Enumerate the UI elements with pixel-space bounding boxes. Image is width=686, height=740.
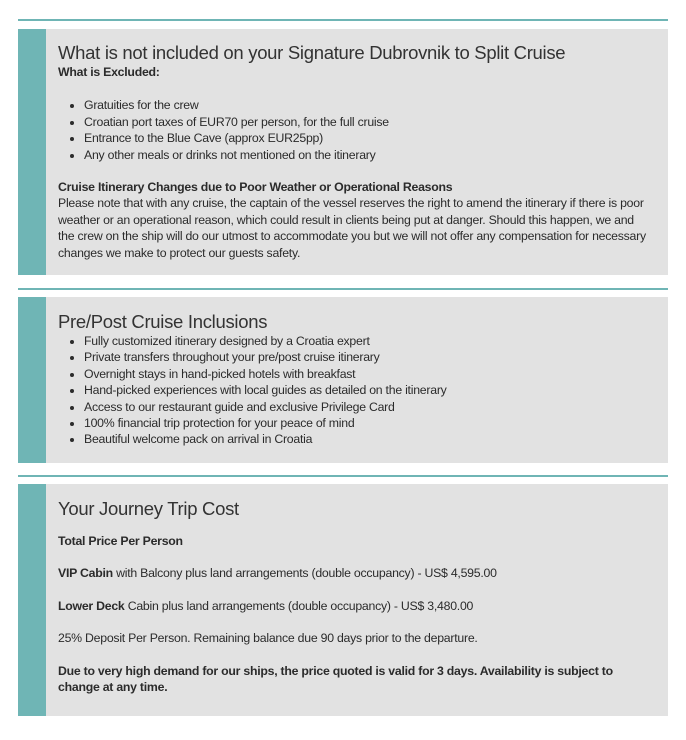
list-item: • Private transfers throughout your pre/post cruise itinerary	[84, 349, 652, 365]
list-item: • Beautiful welcome pack on arrival in Croatia	[84, 431, 652, 447]
excluded-list	[58, 97, 652, 163]
divider	[18, 19, 668, 21]
list-item: • Any other meals or drinks not mentioned on the itinerary	[84, 147, 652, 163]
cost-section	[18, 484, 668, 716]
total-price-label: Total Price Per Person	[58, 534, 183, 548]
list-item: • Overnight stays in hand-picked hotels with breakfast	[84, 366, 652, 382]
divider	[18, 288, 668, 290]
inclusions-list	[58, 333, 652, 448]
excluded-title: What is not included on your Signature Dubrovnik to Split Cruise	[58, 42, 566, 63]
vip-cabin-price	[58, 565, 652, 581]
excluded-section	[18, 29, 668, 275]
divider	[18, 475, 668, 477]
list-item: • Hand-picked experiences with local guides as detailed on the itinerary	[84, 382, 652, 398]
changes-text: Please note that with any cruise, the captain of the vessel reserves the right to amend the itinerary if there is poor weather or an operational reason, which could result in clients being put at danger. Should this happen, we and the crew on the ship will do our utmost to accommodate you but we will not offer any compensation for necessary changes we make to protect our guests safety.	[58, 196, 646, 260]
list-item: • Access to our restaurant guide and exclusive Privilege Card	[84, 399, 652, 415]
availability-notice: Due to very high demand for our ships, the price quoted is valid for 3 days. Availability is subject to change at any time.	[58, 663, 613, 695]
list-item: • Fully customized itinerary designed by a Croatia expert	[84, 333, 652, 349]
list-item: • Gratuities for the crew	[84, 97, 652, 113]
list-item: • Croatian port taxes of EUR70 per person, for the full cruise	[84, 114, 652, 130]
lower-deck-price	[58, 598, 652, 614]
vip-cabin-label: VIP Cabin	[58, 566, 113, 581]
cost-title: Your Journey Trip Cost	[58, 498, 239, 519]
lower-deck-label: Lower Deck	[58, 598, 125, 613]
deposit-text: 25% Deposit Per Person. Remaining balance due 90 days prior to the departure.	[58, 631, 478, 646]
lower-deck-details: Cabin plus land arrangements (double occupancy) - US$ 3,480.00	[124, 598, 474, 613]
list-item: • Entrance to the Blue Cave (approx EUR25pp)	[84, 130, 652, 146]
changes-heading: Cruise Itinerary Changes due to Poor Weather or Operational Reasons	[58, 180, 453, 195]
excluded-subtitle: What is Excluded:	[58, 65, 160, 79]
inclusions-section	[18, 297, 668, 463]
list-item: • 100% financial trip protection for your peace of mind	[84, 415, 652, 431]
inclusions-title: Pre/Post Cruise Inclusions	[58, 311, 268, 332]
vip-cabin-details: with Balcony plus land arrangements (double occupancy) - US$ 4,595.00	[112, 566, 497, 581]
